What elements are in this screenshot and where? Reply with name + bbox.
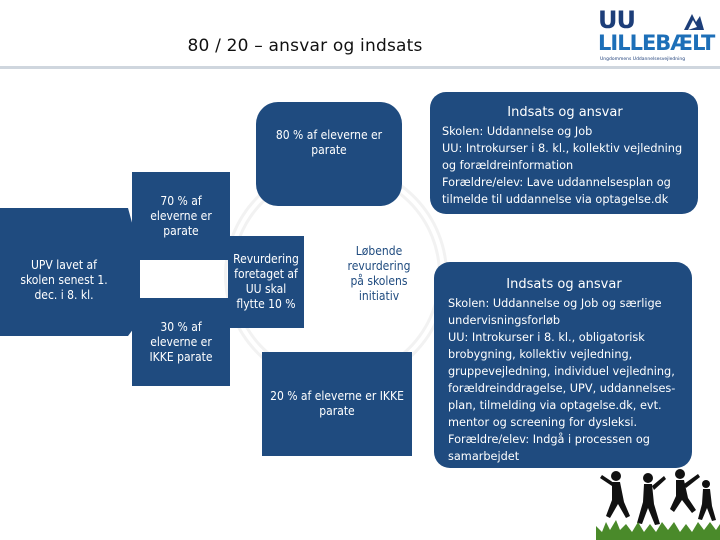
- info-bottom-line-school: Skolen: Uddannelse og Job og særlige undervisningsforløb: [448, 297, 662, 327]
- upv-label: UPV lavet af skolen senest 1. dec. i 8. kl.: [20, 257, 108, 302]
- jumping-kids-illustration: [596, 464, 720, 540]
- revurdering-box: Revurdering foretaget af UU skal flytte 10 %: [228, 236, 304, 328]
- info-bottom-line-parents: Forældre/elev: Indgå i processen og samarbejdet: [448, 433, 650, 463]
- parate-80-box: 80 % af eleverne er parate: [256, 102, 402, 206]
- parate-70-box: 70 % af eleverne er parate: [132, 172, 230, 260]
- page-title: 80 / 20 – ansvar og indsats: [187, 36, 423, 56]
- logo-tagline: Ungdommens Uddannelsesvejledning: [600, 57, 686, 62]
- indsats-ansvar-top-box: [430, 92, 698, 214]
- info-bottom-line-uu: UU: Introkurser i 8. kl., obligatorisk brobygning, kollektiv vejledning, gruppevejledning, individuel vejledning, forældreinddragelse, UPV, uddannelses-plan, tilmelding via optagelse.dk, evt. mentor og screening for dysleksi.: [448, 331, 676, 429]
- ikke-parate-20-box: 20 % af eleverne er IKKE parate: [262, 352, 412, 456]
- logo-text-lillebaelt: LILLEBÆLT: [598, 31, 715, 55]
- info-top-body: [442, 123, 688, 208]
- info-bottom-body: [448, 295, 680, 465]
- logo-text-uu: UU: [598, 6, 635, 34]
- indsats-ansvar-bottom-box: [434, 262, 692, 468]
- info-top-line-parents: Forældre/elev: Lave uddannelsesplan og tilmelde til uddannelse via optagelse.dk: [442, 176, 671, 206]
- info-top-line-uu: UU: Introkurser i 8. kl., kollektiv vejledning og forældreinformation: [442, 142, 683, 172]
- info-top-header: Indsats og ansvar: [507, 105, 623, 120]
- loebende-revurdering-box: Løbende revurdering på skolens initiativ: [340, 226, 418, 322]
- info-bottom-header: Indsats og ansvar: [506, 277, 622, 292]
- ikke-parate-30-box: 30 % af eleverne er IKKE parate: [132, 298, 230, 386]
- info-top-line-school: Skolen: Uddannelse og Job: [442, 125, 593, 138]
